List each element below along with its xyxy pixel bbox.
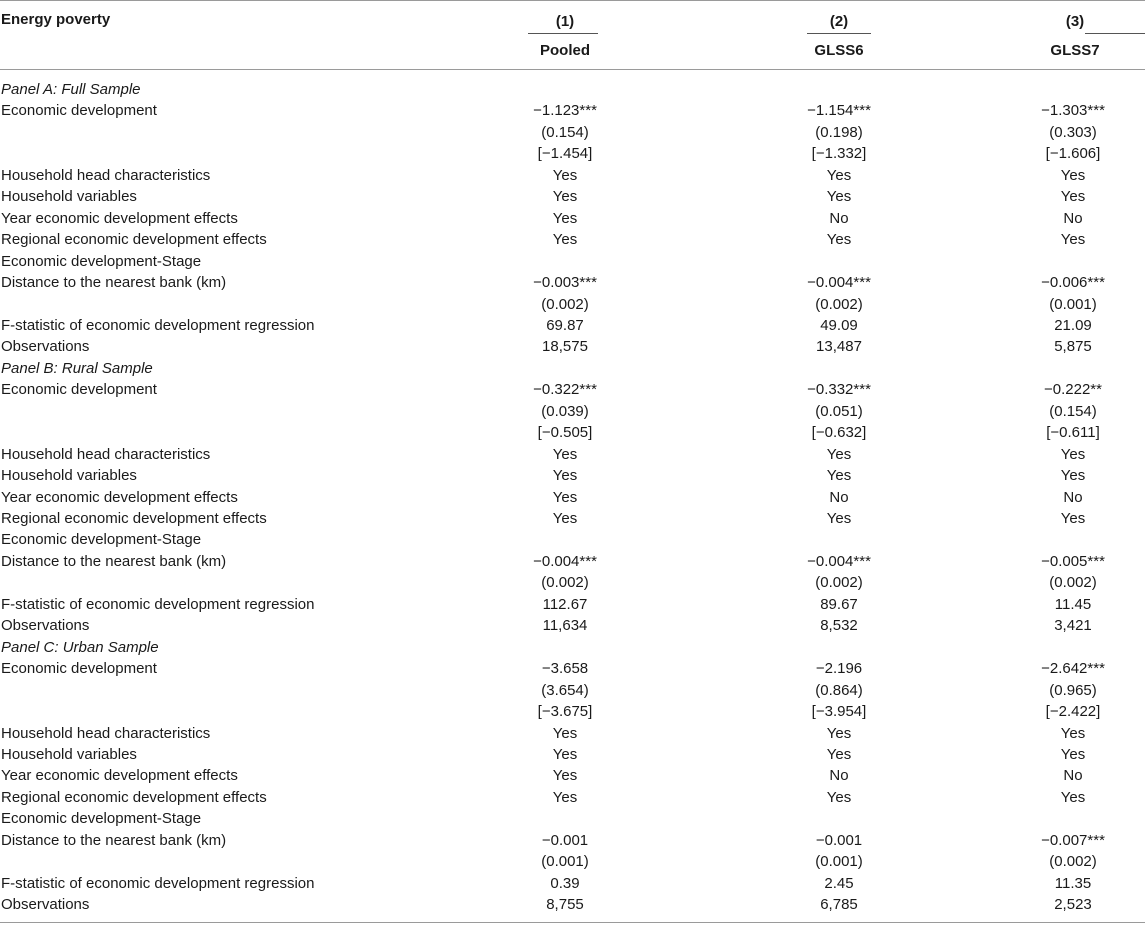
cell-col-3: (0.002) [1049, 853, 1097, 871]
table-row [0, 422, 1145, 443]
table-row [0, 808, 1145, 829]
table-row [0, 336, 1145, 357]
cell-col-1: Yes [552, 488, 578, 506]
cell-col-2: No [829, 209, 849, 227]
cell-col-2: 8,532 [820, 617, 858, 635]
table-row [0, 294, 1145, 315]
cell-col-3: [−1.606] [1045, 145, 1101, 163]
table-row [0, 315, 1145, 336]
column-2-name: GLSS6 [814, 42, 864, 59]
cell-col-1: Yes [552, 445, 578, 463]
table-row [0, 100, 1145, 121]
table-row [0, 229, 1145, 250]
table-row [0, 508, 1145, 529]
table-row [0, 487, 1145, 508]
cell-col-3: [−0.611] [1046, 424, 1100, 442]
cell-col-1: Yes [552, 510, 578, 527]
column-3-name: GLSS7 [1050, 42, 1100, 59]
row-label: Economic development [1, 660, 157, 678]
cell-col-3: Yes [1060, 724, 1086, 742]
cell-col-3: −0.006*** [1041, 274, 1105, 292]
table-row [0, 122, 1145, 143]
cell-col-3: (0.154) [1049, 402, 1097, 420]
cell-col-1: Yes [552, 767, 578, 785]
table-row [0, 658, 1145, 679]
row-label: F-statistic of economic development regression [1, 316, 315, 334]
cell-col-2: −0.332*** [807, 381, 871, 399]
cell-col-2: (0.002) [815, 295, 863, 313]
cell-col-3: 2,523 [1054, 896, 1092, 914]
table-row [0, 830, 1145, 851]
cell-col-3: Yes [1060, 510, 1086, 527]
cell-col-2: 2.45 [824, 874, 854, 892]
cell-col-2: (0.198) [815, 123, 863, 141]
cell-col-2: −0.004*** [807, 552, 871, 570]
cell-col-1: −1.123*** [533, 102, 597, 120]
table-row [0, 572, 1145, 593]
cell-col-2: (0.002) [815, 574, 863, 592]
cell-col-1: (0.154) [541, 123, 589, 141]
cell-col-3: No [1063, 488, 1083, 506]
panel-heading: Panel C: Urban Sample [1, 638, 159, 656]
row-label: Observations [1, 338, 90, 356]
cell-col-1: (3.654) [541, 681, 589, 699]
row-label: Household head characteristics [1, 166, 211, 184]
cell-col-2: 89.67 [820, 595, 858, 613]
column-1-name: Pooled [539, 42, 590, 59]
column-3-number: (3) [1065, 13, 1085, 30]
row-label: Economic development [1, 381, 157, 399]
cell-col-3: Yes [1060, 445, 1086, 463]
cell-col-3: −0.005*** [1041, 552, 1105, 570]
cell-col-1: (0.039) [541, 402, 589, 420]
table-row [0, 444, 1145, 465]
cell-col-3: −0.007*** [1041, 831, 1105, 849]
panel-heading-row [0, 637, 1145, 658]
cell-col-1: −0.322*** [533, 381, 597, 399]
cell-col-2: −1.154*** [807, 102, 871, 120]
cell-col-2: −2.196 [815, 660, 863, 678]
cell-col-2: Yes [826, 510, 852, 527]
cell-col-3: Yes [1060, 788, 1086, 806]
column-1-underline [528, 33, 598, 34]
cell-col-3: 11.45 [1054, 595, 1092, 613]
cell-col-1: −0.001 [541, 831, 589, 849]
table-row [0, 208, 1145, 229]
panel-heading: Panel B: Rural Sample [1, 359, 153, 377]
panel-heading-row [0, 358, 1145, 379]
row-label: Year economic development effects [1, 488, 238, 506]
cell-col-3: (0.965) [1049, 681, 1097, 699]
column-2-underline [807, 33, 871, 34]
row-label: Regional economic development effects [1, 788, 267, 806]
cell-col-3: 11.35 [1054, 874, 1092, 892]
table-row [0, 851, 1145, 872]
cell-col-2: [−0.632] [811, 424, 867, 442]
row-label: Year economic development effects [1, 209, 238, 227]
cell-col-3: No [1063, 767, 1083, 785]
row-label: Distance to the nearest bank (km) [1, 831, 227, 849]
cell-col-2: 49.09 [820, 316, 858, 334]
table-bottom-rule [0, 922, 1145, 923]
table-row [0, 894, 1145, 915]
cell-col-1: (0.001) [541, 853, 589, 871]
cell-col-1: 11,634 [542, 617, 588, 635]
table-row [0, 272, 1145, 293]
row-label: Observations [1, 896, 90, 914]
cell-col-1: 8,755 [546, 896, 584, 914]
cell-col-1: 112.67 [542, 595, 588, 613]
cell-col-2: Yes [826, 231, 852, 249]
cell-col-2: −0.001 [815, 831, 863, 849]
cell-col-3: 5,875 [1054, 338, 1092, 356]
row-label: Economic development-Stage [1, 252, 202, 270]
cell-col-2: Yes [826, 445, 852, 463]
cell-col-1: Yes [552, 788, 578, 806]
cell-col-2: (0.001) [815, 853, 863, 871]
table-top-rule [0, 0, 1145, 1]
cell-col-3: −2.642*** [1041, 660, 1105, 678]
table-title: Energy poverty [1, 11, 111, 28]
table-row [0, 551, 1145, 572]
cell-col-1: −3.658 [541, 660, 589, 678]
row-label: Household head characteristics [1, 445, 211, 463]
table-row [0, 744, 1145, 765]
row-label: Household variables [1, 745, 137, 763]
table-row [0, 186, 1145, 207]
cell-col-2: 13,487 [816, 338, 862, 356]
table-row [0, 873, 1145, 894]
table-row [0, 701, 1145, 722]
table-row [0, 251, 1145, 272]
cell-col-3: (0.002) [1049, 574, 1097, 592]
cell-col-2: −0.004*** [807, 274, 871, 292]
column-2-number: (2) [829, 13, 849, 30]
row-label: Regional economic development effects [1, 510, 267, 527]
cell-col-2: Yes [826, 188, 852, 206]
cell-col-3: No [1063, 209, 1083, 227]
cell-col-1: Yes [552, 745, 578, 763]
cell-col-2: [−1.332] [811, 145, 867, 163]
cell-col-1: (0.002) [541, 574, 589, 592]
cell-col-3: Yes [1060, 467, 1086, 485]
cell-col-3: Yes [1060, 231, 1086, 249]
cell-col-2: (0.051) [815, 402, 863, 420]
table-row [0, 401, 1145, 422]
column-1-number: (1) [555, 13, 575, 30]
table-row [0, 615, 1145, 636]
cell-col-1: Yes [552, 724, 578, 742]
row-label: Economic development-Stage [1, 810, 202, 828]
cell-col-1: Yes [552, 231, 578, 249]
header-bottom-rule [0, 69, 1145, 70]
cell-col-3: 21.09 [1054, 316, 1092, 334]
row-label: Regional economic development effects [1, 231, 267, 249]
row-label: Economic development [1, 102, 157, 120]
row-label: Distance to the nearest bank (km) [1, 274, 227, 292]
column-3-underline [1085, 33, 1145, 34]
cell-col-1: [−0.505] [537, 424, 593, 442]
cell-col-1: Yes [552, 166, 578, 184]
cell-col-1: Yes [552, 209, 578, 227]
cell-col-1: [−1.454] [537, 145, 593, 163]
row-label: Observations [1, 617, 90, 635]
cell-col-1: Yes [552, 188, 578, 206]
row-label: F-statistic of economic development regression [1, 874, 315, 892]
row-label: Distance to the nearest bank (km) [1, 552, 227, 570]
cell-col-1: [−3.675] [537, 703, 593, 721]
table-row [0, 787, 1145, 808]
table-row [0, 723, 1145, 744]
cell-col-3: Yes [1060, 188, 1086, 206]
table-row [0, 765, 1145, 786]
cell-col-3: Yes [1060, 745, 1086, 763]
cell-col-2: No [829, 488, 849, 506]
cell-col-1: (0.002) [541, 295, 589, 313]
cell-col-3: −0.222** [1044, 381, 1102, 399]
panel-heading-row [0, 79, 1145, 100]
cell-col-1: −0.004*** [533, 552, 597, 570]
cell-col-3: (0.303) [1049, 123, 1097, 141]
cell-col-3: −1.303*** [1041, 102, 1105, 120]
cell-col-1: −0.003*** [533, 274, 597, 292]
cell-col-2: Yes [826, 745, 852, 763]
row-label: Household head characteristics [1, 724, 211, 742]
row-label: Household variables [1, 467, 137, 485]
cell-col-1: 0.39 [550, 874, 580, 892]
cell-col-3: Yes [1060, 166, 1086, 184]
cell-col-2: Yes [826, 724, 852, 742]
cell-col-2: Yes [826, 467, 852, 485]
cell-col-1: 69.87 [546, 316, 584, 334]
cell-col-2: 6,785 [820, 896, 858, 914]
cell-col-3: (0.001) [1049, 295, 1097, 313]
table-row [0, 680, 1145, 701]
cell-col-2: Yes [826, 788, 852, 806]
table-row [0, 165, 1145, 186]
cell-col-1: 18,575 [542, 338, 588, 356]
cell-col-1: Yes [552, 467, 578, 485]
table-row [0, 379, 1145, 400]
row-label: Economic development-Stage [1, 531, 202, 549]
table-row [0, 143, 1145, 164]
cell-col-3: [−2.422] [1045, 703, 1101, 721]
cell-col-3: 3,421 [1054, 617, 1092, 635]
table-row [0, 594, 1145, 615]
table-row [0, 465, 1145, 486]
cell-col-2: No [829, 767, 849, 785]
cell-col-2: [−3.954] [811, 703, 867, 721]
table-row [0, 529, 1145, 550]
cell-col-2: (0.864) [815, 681, 863, 699]
cell-col-2: Yes [826, 166, 852, 184]
row-label: F-statistic of economic development regression [1, 595, 315, 613]
row-label: Household variables [1, 188, 137, 206]
panel-heading: Panel A: Full Sample [1, 81, 141, 98]
row-label: Year economic development effects [1, 767, 238, 785]
